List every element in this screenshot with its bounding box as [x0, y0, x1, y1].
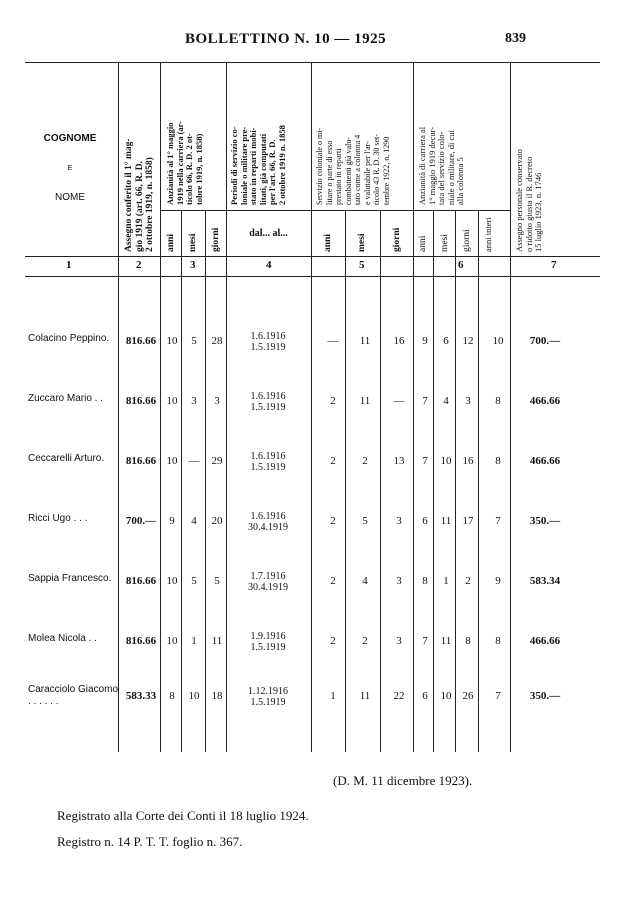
row-cell-c6a: 7	[422, 395, 428, 407]
col6-header: Anzianità di carriera al 1° maggio 1919 decur- tata del servizio colo- niale o militare, di cui alla colonna 5	[417, 126, 465, 205]
row-name: Caracciolo Giacomo . . . . . .	[28, 684, 119, 707]
row-cell-c6i: 7	[495, 515, 501, 527]
row-cell-s5a: 2	[330, 635, 336, 647]
row-cell-m: 3	[191, 395, 197, 407]
sub-anni-c5: anni	[323, 234, 333, 252]
row-name: Colacino Peppino.	[28, 333, 110, 344]
sub-giorni-c5: giorni	[392, 227, 402, 252]
column-number: 1	[66, 259, 72, 271]
row-cell-assegno: 816.66	[125, 575, 157, 587]
row-cell-g: 3	[214, 395, 220, 407]
row-cell-m: —	[188, 455, 200, 467]
row-period-from: 1.6.1916	[250, 451, 286, 462]
row-cell-assegno: 583.33	[125, 690, 157, 702]
table-top-rule	[25, 62, 600, 63]
row-cell-c6i: 10	[492, 335, 504, 347]
row-name: Sappia Francesco.	[28, 573, 112, 584]
column-divider	[160, 62, 161, 752]
row-period-to: 1.5.1919	[250, 697, 286, 708]
row-period-from: 1.6.1916	[250, 511, 286, 522]
row-cell-g: 11	[211, 635, 223, 647]
col7-header: Assegno personale conservato o ridotto giusta il R. decreto 15 luglio 1923, n. 1746	[514, 149, 543, 252]
row-cell-s5g: 3	[396, 515, 402, 527]
register-line: Registro n. 14 P. T. T. foglio n. 367.	[57, 834, 243, 849]
row-cell-c6a: 8	[422, 575, 428, 587]
row-cell-c6m: 11	[440, 515, 452, 527]
sub-anni-c3: anni	[166, 234, 176, 252]
row-name: Ricci Ugo . . .	[28, 513, 88, 524]
row-cell-c6g: 16	[462, 455, 474, 467]
column-divider	[311, 62, 312, 752]
col3-header: Anzianità al 1° maggio 1919 nella carriera (ar- ticolo 66, R. D. 2 ot- tobre 1919, n. 1858)	[165, 121, 204, 205]
row-cell-a: 10	[166, 335, 178, 347]
row-period-from: 1.7.1916	[250, 571, 286, 582]
row-cell-c6m: 10	[440, 690, 452, 702]
subheader-rule	[226, 210, 311, 211]
registration-line: Registrato alla Corte dei Conti il 18 luglio 1924.	[57, 808, 309, 823]
subcolumn-divider	[205, 210, 206, 752]
sub-dal-al: dal... al...	[249, 228, 288, 239]
subcolumn-divider	[455, 210, 456, 752]
row-cell-s5g: 16	[393, 335, 405, 347]
row-cell-m: 1	[191, 635, 197, 647]
row-period-to: 1.5.1919	[250, 642, 286, 653]
sub-anni-c6: anni	[418, 235, 428, 252]
row-period-to: 1.5.1919	[250, 402, 286, 413]
row-name: Molea Nicola . .	[28, 633, 97, 644]
column-number: 6	[458, 259, 464, 271]
row-cell-s5a: 2	[330, 515, 336, 527]
column-divider	[226, 62, 227, 752]
row-period-from: 1.6.1916	[250, 391, 286, 402]
row-period-from: 1.6.1916	[250, 331, 286, 342]
row-cell-c6i: 8	[495, 395, 501, 407]
col1-header-e: E	[67, 165, 73, 172]
row-cell-assegno: 816.66	[125, 335, 157, 347]
row-cell-s5g: —	[393, 395, 405, 407]
header-bottom-rule	[25, 256, 600, 257]
page-number: 839	[505, 31, 526, 46]
subcolumn-divider	[181, 210, 182, 752]
row-cell-c6a: 7	[422, 455, 428, 467]
sub-mesi-c3: mesi	[188, 233, 198, 252]
row-name: Ceccarelli Arturo.	[28, 453, 105, 464]
column-divider	[413, 62, 414, 752]
row-cell-s5m: 2	[362, 635, 368, 647]
row-cell-m: 4	[191, 515, 197, 527]
row-cell-c7: 466.66	[529, 455, 561, 467]
row-cell-c7: 583.34	[529, 575, 561, 587]
row-cell-s5m: 11	[359, 395, 371, 407]
row-period-from: 1.12.1916	[248, 686, 288, 697]
row-cell-s5a: 2	[330, 395, 336, 407]
row-cell-c7: 350.—	[529, 515, 561, 527]
column-number: 2	[136, 259, 142, 271]
row-cell-c7: 350.—	[529, 690, 561, 702]
row-cell-g: 20	[211, 515, 223, 527]
row-cell-s5g: 3	[396, 635, 402, 647]
row-cell-c6i: 8	[495, 635, 501, 647]
row-cell-s5a: —	[327, 335, 339, 347]
row-cell-m: 5	[191, 575, 197, 587]
subcolumn-divider	[478, 210, 479, 752]
row-cell-c6m: 10	[440, 455, 452, 467]
row-cell-s5a: 2	[330, 575, 336, 587]
subcolumn-divider	[380, 210, 381, 752]
row-cell-g: 28	[211, 335, 223, 347]
row-cell-c6m: 1	[443, 575, 449, 587]
row-cell-m: 10	[188, 690, 200, 702]
row-cell-a: 10	[166, 635, 178, 647]
row-cell-g: 29	[211, 455, 223, 467]
row-cell-g: 5	[214, 575, 220, 587]
bulletin-title: BOLLETTINO N. 10 — 1925	[185, 31, 387, 47]
col1-header-cognome: COGNOME	[43, 133, 97, 144]
row-cell-a: 9	[169, 515, 175, 527]
row-period-to: 30.4.1919	[248, 522, 288, 533]
subcolumn-divider	[345, 210, 346, 752]
row-cell-c6i: 7	[495, 690, 501, 702]
row-cell-c6m: 11	[440, 635, 452, 647]
row-cell-a: 10	[166, 455, 178, 467]
row-cell-s5a: 2	[330, 455, 336, 467]
row-period-to: 1.5.1919	[250, 462, 286, 473]
col4-header: Periodi di servizio co- loniale o militare pre- stato in reparti mobi- litati, già computati per l'art. 66, R. D. 2 ottobre 1919 n. 1858	[229, 125, 287, 205]
row-cell-s5g: 22	[393, 690, 405, 702]
row-cell-assegno: 816.66	[125, 455, 157, 467]
row-cell-c6a: 7	[422, 635, 428, 647]
row-period-from: 1.9.1916	[250, 631, 286, 642]
row-cell-a: 10	[166, 395, 178, 407]
sub-mesi-c6: mesi	[440, 234, 450, 252]
subheader-rule	[160, 210, 226, 211]
row-cell-assegno: 700.—	[125, 515, 157, 527]
column-number: 7	[551, 259, 557, 271]
row-cell-s5m: 5	[362, 515, 368, 527]
row-cell-c6m: 6	[443, 335, 449, 347]
subcolumn-divider	[433, 210, 434, 752]
row-cell-s5a: 1	[330, 690, 336, 702]
sub-mesi-c5: mesi	[357, 233, 367, 252]
subheader-rule	[311, 210, 413, 211]
row-period-to: 30.4.1919	[248, 582, 288, 593]
row-cell-s5m: 2	[362, 455, 368, 467]
row-cell-c7: 466.66	[529, 395, 561, 407]
row-cell-c7: 700.—	[529, 335, 561, 347]
row-cell-c6g: 26	[462, 690, 474, 702]
row-cell-a: 10	[166, 575, 178, 587]
sub-giorni-c6: giorni	[462, 229, 472, 252]
col1-header-nome: NOME	[55, 192, 85, 203]
row-cell-a: 8	[169, 690, 175, 702]
decree-reference: (D. M. 11 dicembre 1923).	[333, 773, 473, 788]
column-number-rule	[25, 276, 600, 277]
row-cell-c6i: 9	[495, 575, 501, 587]
row-name: Zuccaro Mario . .	[28, 393, 104, 404]
row-cell-s5g: 3	[396, 575, 402, 587]
row-cell-c7: 466.66	[529, 635, 561, 647]
column-divider	[118, 62, 119, 752]
col5-header: Servizio coloniale o mi- litare o parte di esso prestato in reparti combattenti già valu- tato come a colonna 4 e valutabile per l'ar- ticolo 43 R. D. 30 set- tembre 1922, n. 1290	[315, 127, 391, 205]
row-cell-c6g: 3	[465, 395, 471, 407]
row-cell-s5m: 11	[359, 335, 371, 347]
row-cell-g: 18	[211, 690, 223, 702]
row-cell-m: 5	[191, 335, 197, 347]
row-cell-s5g: 13	[393, 455, 405, 467]
row-cell-assegno: 816.66	[125, 395, 157, 407]
subheader-rule	[413, 210, 510, 211]
row-cell-c6g: 17	[462, 515, 474, 527]
column-number: 4	[266, 259, 272, 271]
row-period-to: 1.5.1919	[250, 342, 286, 353]
sub-giorni-c3: giorni	[211, 227, 221, 252]
col2-header: Assegno conferito il 1° mag- gio 1919 (art. 66, R. D. 2 ottobre 1919, n. 1858)	[124, 138, 155, 252]
row-cell-c6a: 6	[422, 690, 428, 702]
row-cell-c6m: 4	[443, 395, 449, 407]
sub-anni-interi-c6: anni interi	[483, 217, 493, 252]
row-cell-c6g: 8	[465, 635, 471, 647]
column-number: 5	[359, 259, 365, 271]
row-cell-c6i: 8	[495, 455, 501, 467]
row-cell-s5m: 4	[362, 575, 368, 587]
row-cell-c6g: 12	[462, 335, 474, 347]
row-cell-c6g: 2	[465, 575, 471, 587]
row-cell-assegno: 816.66	[125, 635, 157, 647]
row-cell-c6a: 9	[422, 335, 428, 347]
column-number: 3	[190, 259, 196, 271]
column-divider	[510, 62, 511, 752]
row-cell-s5m: 11	[359, 690, 371, 702]
row-cell-c6a: 6	[422, 515, 428, 527]
